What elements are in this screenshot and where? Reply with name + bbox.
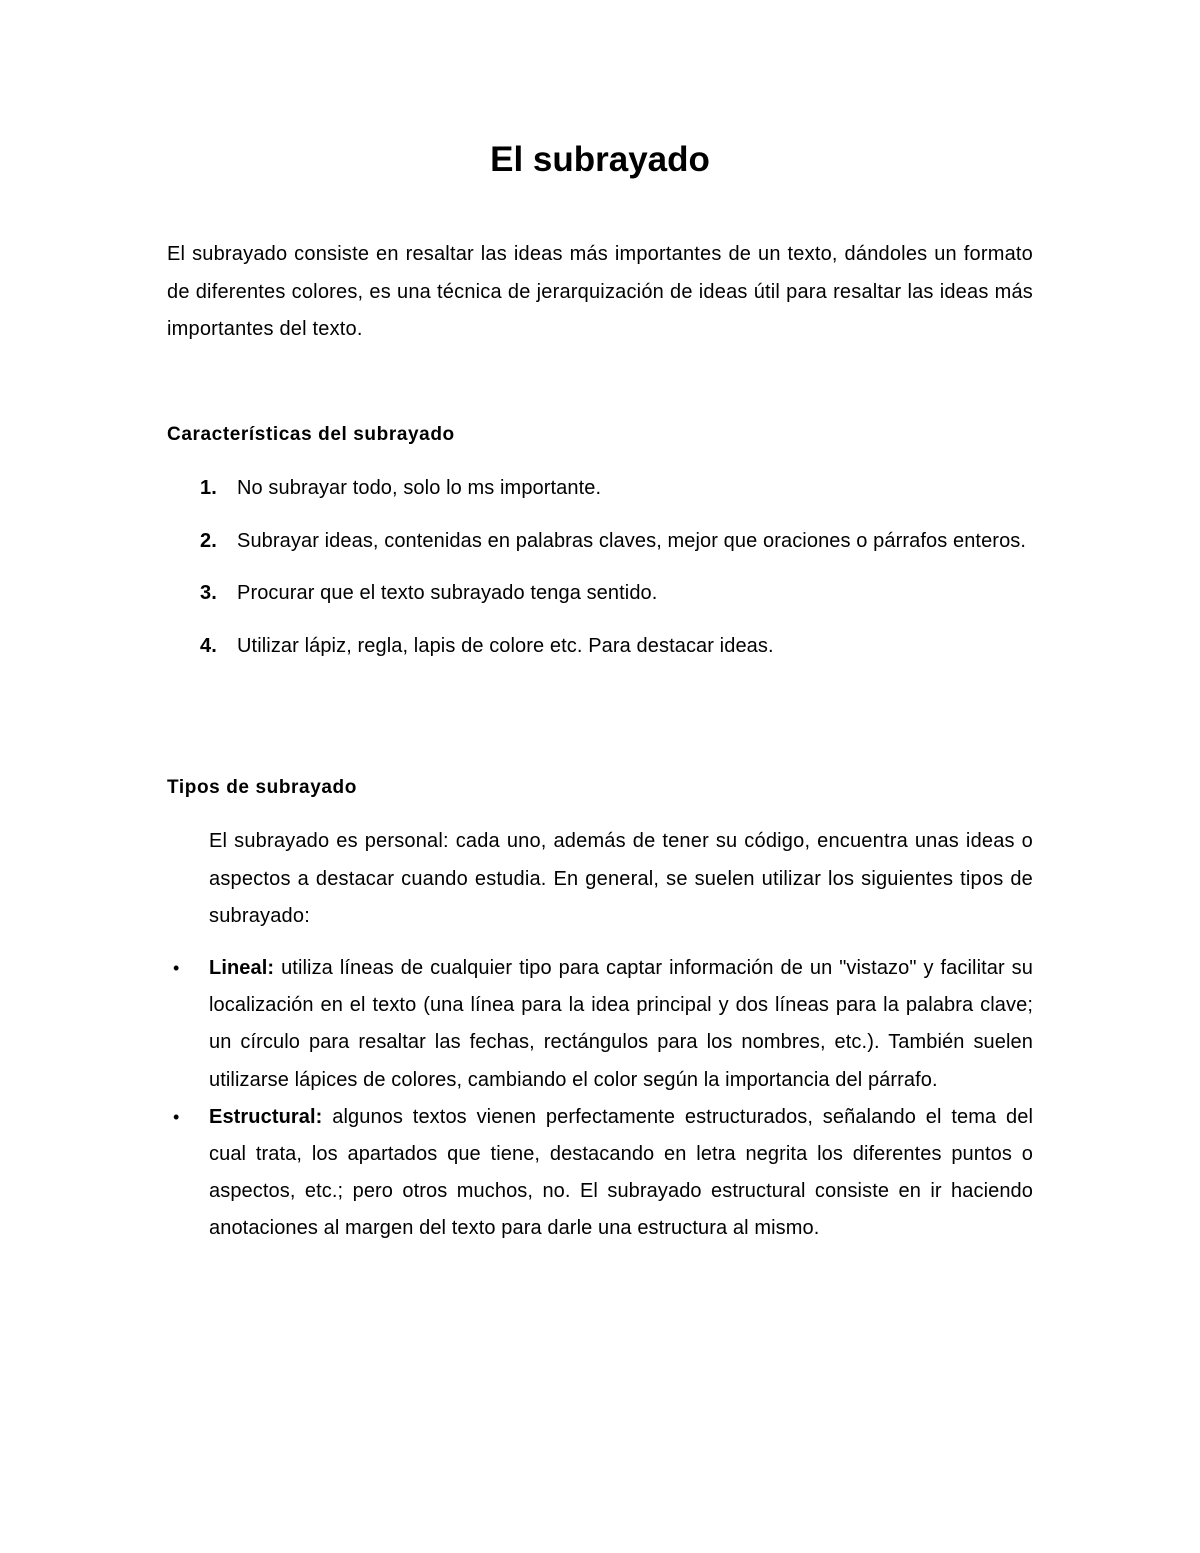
bullet-icon: • [173, 958, 180, 978]
caracteristicas-heading: Características del subrayado [167, 424, 455, 445]
list-item-term: Lineal: [209, 957, 275, 979]
list-item-text: Utilizar lápiz, regla, lapis de colore etc. Para destacar ideas. [237, 634, 774, 657]
list-item-text: Procurar que el texto subrayado tenga sentido. [237, 582, 658, 604]
list-item-text: Subrayar ideas, contenidas en palabras claves, mejor que oraciones o párrafos enteros. [237, 529, 1027, 552]
tipos-heading: Tipos de subrayado [167, 777, 357, 798]
bullet-icon: • [173, 1106, 180, 1127]
list-item [167, 575, 1033, 613]
list-item-number: 3. [200, 582, 217, 604]
caracteristicas-list [167, 470, 1033, 680]
list-item [167, 628, 1033, 666]
tipos-intro-paragraph: El subrayado es personal: cada uno, además de tener su código, encuentra unas ideas o aspectos a destacar cuando estudia. En general, se suelen utilizar los siguientes tipos de subrayado: [209, 830, 1033, 927]
list-item-number: 1. [200, 477, 217, 499]
intro-paragraph: El subrayado consiste en resaltar las ideas más importantes de un texto, dándoles un formato de diferentes colores, es una técnica de jerarquización de ideas útil para resaltar las ideas más importantes del texto. [167, 243, 1033, 340]
list-item-number: 2. [200, 529, 217, 552]
list-item-text: utiliza líneas de cualquier tipo para captar información de un "vistazo" y facilitar su localización en el texto (una línea para la idea principal y dos líneas para la palabra clave; un círculo para resaltar las fechas, rectángulos para los nombres, etc.). También suelen utilizarse lápices de colores, cambiando el color según la importancia del párrafo. [209, 957, 1033, 1091]
list-item [167, 1099, 1033, 1248]
list-item [167, 523, 1033, 561]
list-item [167, 950, 1033, 1099]
tipos-list [167, 950, 1033, 1248]
list-item-number: 4. [200, 634, 217, 657]
list-item [167, 470, 1033, 508]
document-title: El subrayado [490, 140, 710, 179]
list-item-term: Estructural: [209, 1105, 323, 1128]
list-item-text: No subrayar todo, solo lo ms importante. [237, 477, 602, 499]
list-item-text: algunos textos vienen perfectamente estructurados, señalando el tema del cual trata, los apartados que tiene, destacando en letra negrita los diferentes puntos o aspectos, etc.; pero otros muchos, no. El subrayado estructural consiste en ir haciendo anotaciones al margen del texto para darle una estructura al mismo. [209, 1105, 1033, 1240]
